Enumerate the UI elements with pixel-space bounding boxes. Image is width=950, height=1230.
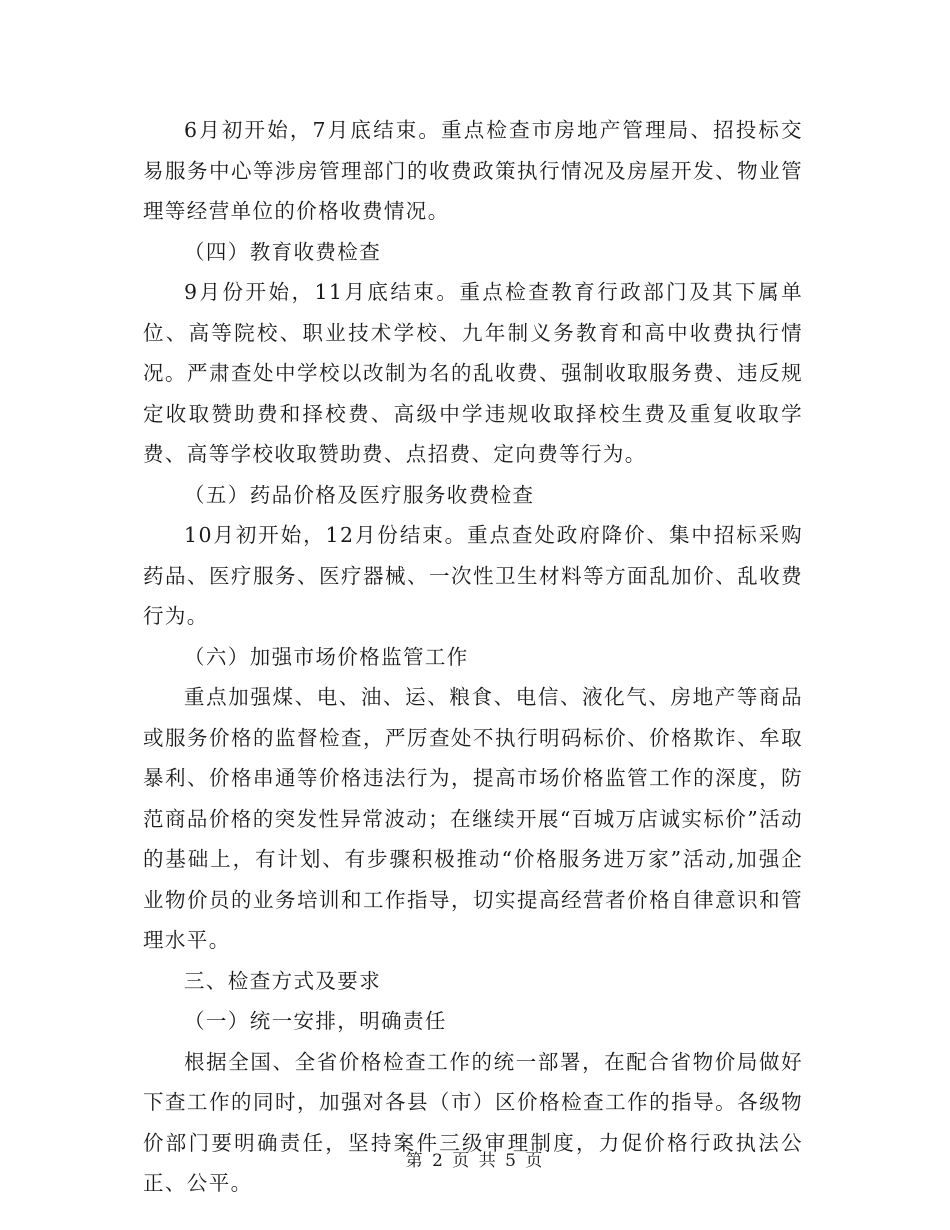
document-body — [143, 110, 803, 1204]
page-number-footer: 第 2 页 共 5 页 — [405, 1151, 545, 1171]
paragraph-education-check: 9月份开始，11月底结束。重点检查教育行政部门及其下属单位、高等院校、职业技术学校、九年制义务教育和高中收费执行情况。严肃查处中学校以改制为名的乱收费、强制收取服务费、违反规定收取赞助费和择校费、高级中学违规收取择校生费及重复收取学费、高等学校收取赞助费、点招费、定向费等行为。 — [143, 280, 803, 466]
paragraph-market-supervision: 重点加强煤、电、油、运、粮食、电信、液化气、房地产等商品或服务价格的监督检查，严厉查处不执行明码标价、价格欺诈、牟取暴利、价格串通等价格违法行为，提高市场价格监管工作的深度，防范商品价格的突发性异常波动；在继续开展“百城万店诚实标价”活动的基础上，有计划、有步骤积极推动“价格服务进万家”活动,加强企业物价员的业务培训和工作指导，切实提高经营者价格自律意识和管理水平。 — [143, 685, 803, 952]
heading-market-supervision: （六）加强市场价格监管工作 — [184, 644, 469, 669]
paragraph-unified-arrangement: 根据全国、全省价格检查工作的统一部署，在配合省物价局做好下查工作的同时，加强对各县（市）区价格检查工作的指导。各级物价部门要明确责任，坚持案件三级审理制度，力促价格行政执法公正、公平。 — [143, 1049, 803, 1195]
heading-education-fees: （四）教育收费检查 — [184, 239, 382, 264]
paragraph-drug-check: 10月初开始，12月份结束。重点查处政府降价、集中招标采购药品、医疗服务、医疗器械、一次性卫生材料等方面乱加价、乱收费行为。 — [143, 523, 803, 628]
heading-methods-requirements: 三、检查方式及要求 — [184, 968, 382, 993]
heading-drug-prices: （五）药品价格及医疗服务收费检查 — [184, 482, 535, 507]
paragraph-housing-check: 6月初开始，7月底结束。重点检查市房地产管理局、招投标交易服务中心等涉房管理部门的收费政策执行情况及房屋开发、物业管理等经营单位的价格收费情况。 — [143, 118, 803, 223]
heading-unified-arrangement: （一）统一安排，明确责任 — [184, 1009, 447, 1033]
